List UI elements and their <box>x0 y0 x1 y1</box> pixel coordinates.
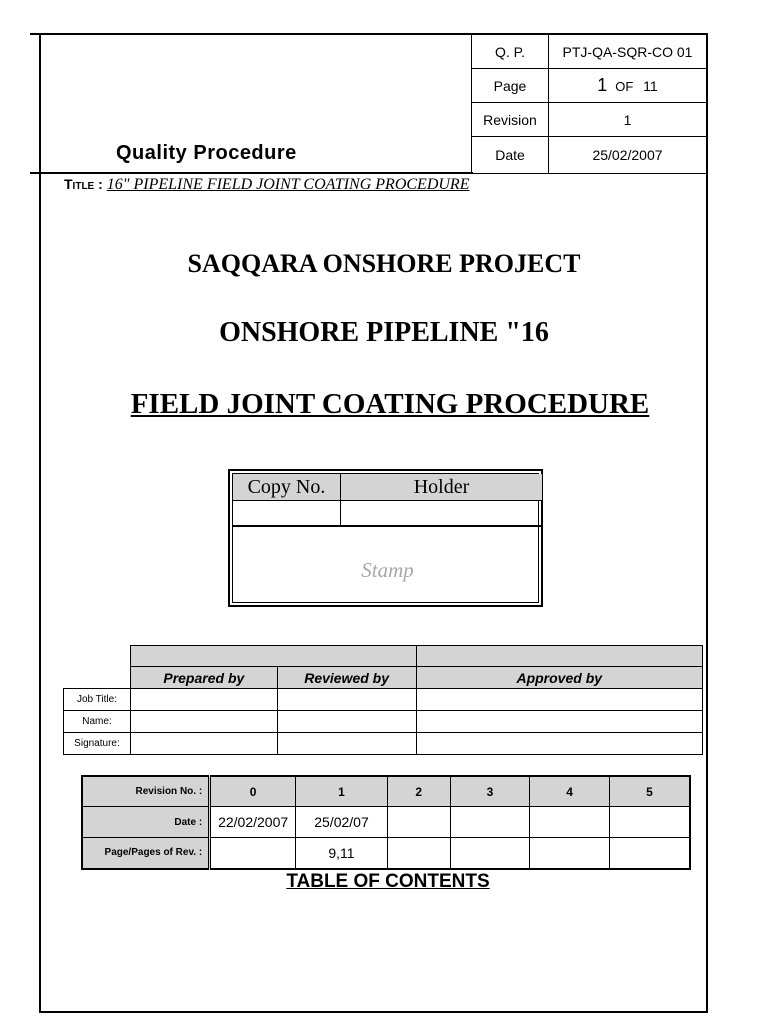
revision-value: 1 <box>549 103 707 137</box>
job-title-prepared <box>130 689 277 711</box>
procedure-heading: FIELD JOINT COATING PROCEDURE <box>130 388 650 420</box>
signature-reviewed <box>277 733 416 755</box>
page-label: Page <box>472 69 549 103</box>
frame-right <box>706 33 708 1013</box>
revision-number: 3 <box>450 776 530 807</box>
job-title-label: Job Title: <box>64 689 131 711</box>
revision-pages: 9,11 <box>296 838 388 869</box>
revision-pages <box>450 838 530 869</box>
title-value: 16" PIPELINE FIELD JOINT COATING PROCEDURE <box>106 176 470 193</box>
name-reviewed <box>277 711 416 733</box>
revision-date: 25/02/07 <box>296 807 388 838</box>
revision-date <box>387 807 450 838</box>
approval-top-right <box>416 646 702 667</box>
page-value <box>549 69 707 103</box>
page-number: 1 <box>597 75 608 95</box>
revision-date-label: Date : <box>82 807 210 838</box>
name-label: Name: <box>64 711 131 733</box>
copy-header-line <box>233 500 542 501</box>
date-label: Date <box>472 137 549 174</box>
qp-value: PTJ-QA-SQR-CO 01 <box>549 35 707 69</box>
revision-date: 22/02/2007 <box>210 807 296 838</box>
signature-approved <box>416 733 702 755</box>
frame-left <box>39 33 41 1013</box>
stamp-label: Stamp <box>361 558 414 582</box>
table-of-contents-heading: TABLE OF CONTENTS <box>286 871 490 892</box>
revision-number: 2 <box>387 776 450 807</box>
revision-table <box>81 775 691 870</box>
revision-number: 5 <box>609 776 690 807</box>
blank-cell <box>64 667 131 689</box>
pipeline-heading: ONSHORE PIPELINE "16 <box>219 317 549 348</box>
copy-row-line <box>233 525 542 527</box>
qp-label: Q. P. <box>472 35 549 69</box>
header-info-table <box>471 34 707 174</box>
revision-date <box>450 807 530 838</box>
revision-date <box>530 807 610 838</box>
revision-pages <box>609 838 690 869</box>
date-value: 25/02/2007 <box>549 137 707 174</box>
page-of: OF <box>615 79 634 94</box>
doc-type-title: Quality Procedure <box>116 142 297 164</box>
blank-cell <box>64 646 131 667</box>
job-title-approved <box>416 689 702 711</box>
document-title-line <box>64 176 469 194</box>
revision-number: 0 <box>210 776 296 807</box>
header-divider <box>30 172 473 174</box>
title-label: Title : <box>64 176 103 192</box>
copy-no-label: Copy No. <box>247 476 326 498</box>
project-heading: SAQQARA ONSHORE PROJECT <box>187 249 581 278</box>
revision-date <box>609 807 690 838</box>
revision-pages-label: Page/Pages of Rev. : <box>82 838 210 869</box>
signature-prepared <box>130 733 277 755</box>
copy-holder-box <box>228 469 543 607</box>
holder-label: Holder <box>413 476 470 498</box>
revision-pages <box>210 838 296 869</box>
name-approved <box>416 711 702 733</box>
approval-top-left <box>130 646 416 667</box>
name-prepared <box>130 711 277 733</box>
page-total: 11 <box>643 78 658 94</box>
approval-table <box>63 645 703 755</box>
revision-label: Revision <box>472 103 549 137</box>
revision-no-label: Revision No. : <box>82 776 210 807</box>
revision-pages <box>530 838 610 869</box>
reviewed-by-header: Reviewed by <box>277 667 416 689</box>
revision-number: 4 <box>530 776 610 807</box>
prepared-by-header: Prepared by <box>130 667 277 689</box>
approved-by-header: Approved by <box>416 667 702 689</box>
job-title-reviewed <box>277 689 416 711</box>
signature-label: Signature: <box>64 733 131 755</box>
frame-bottom <box>39 1011 708 1013</box>
revision-pages <box>387 838 450 869</box>
revision-number: 1 <box>296 776 388 807</box>
